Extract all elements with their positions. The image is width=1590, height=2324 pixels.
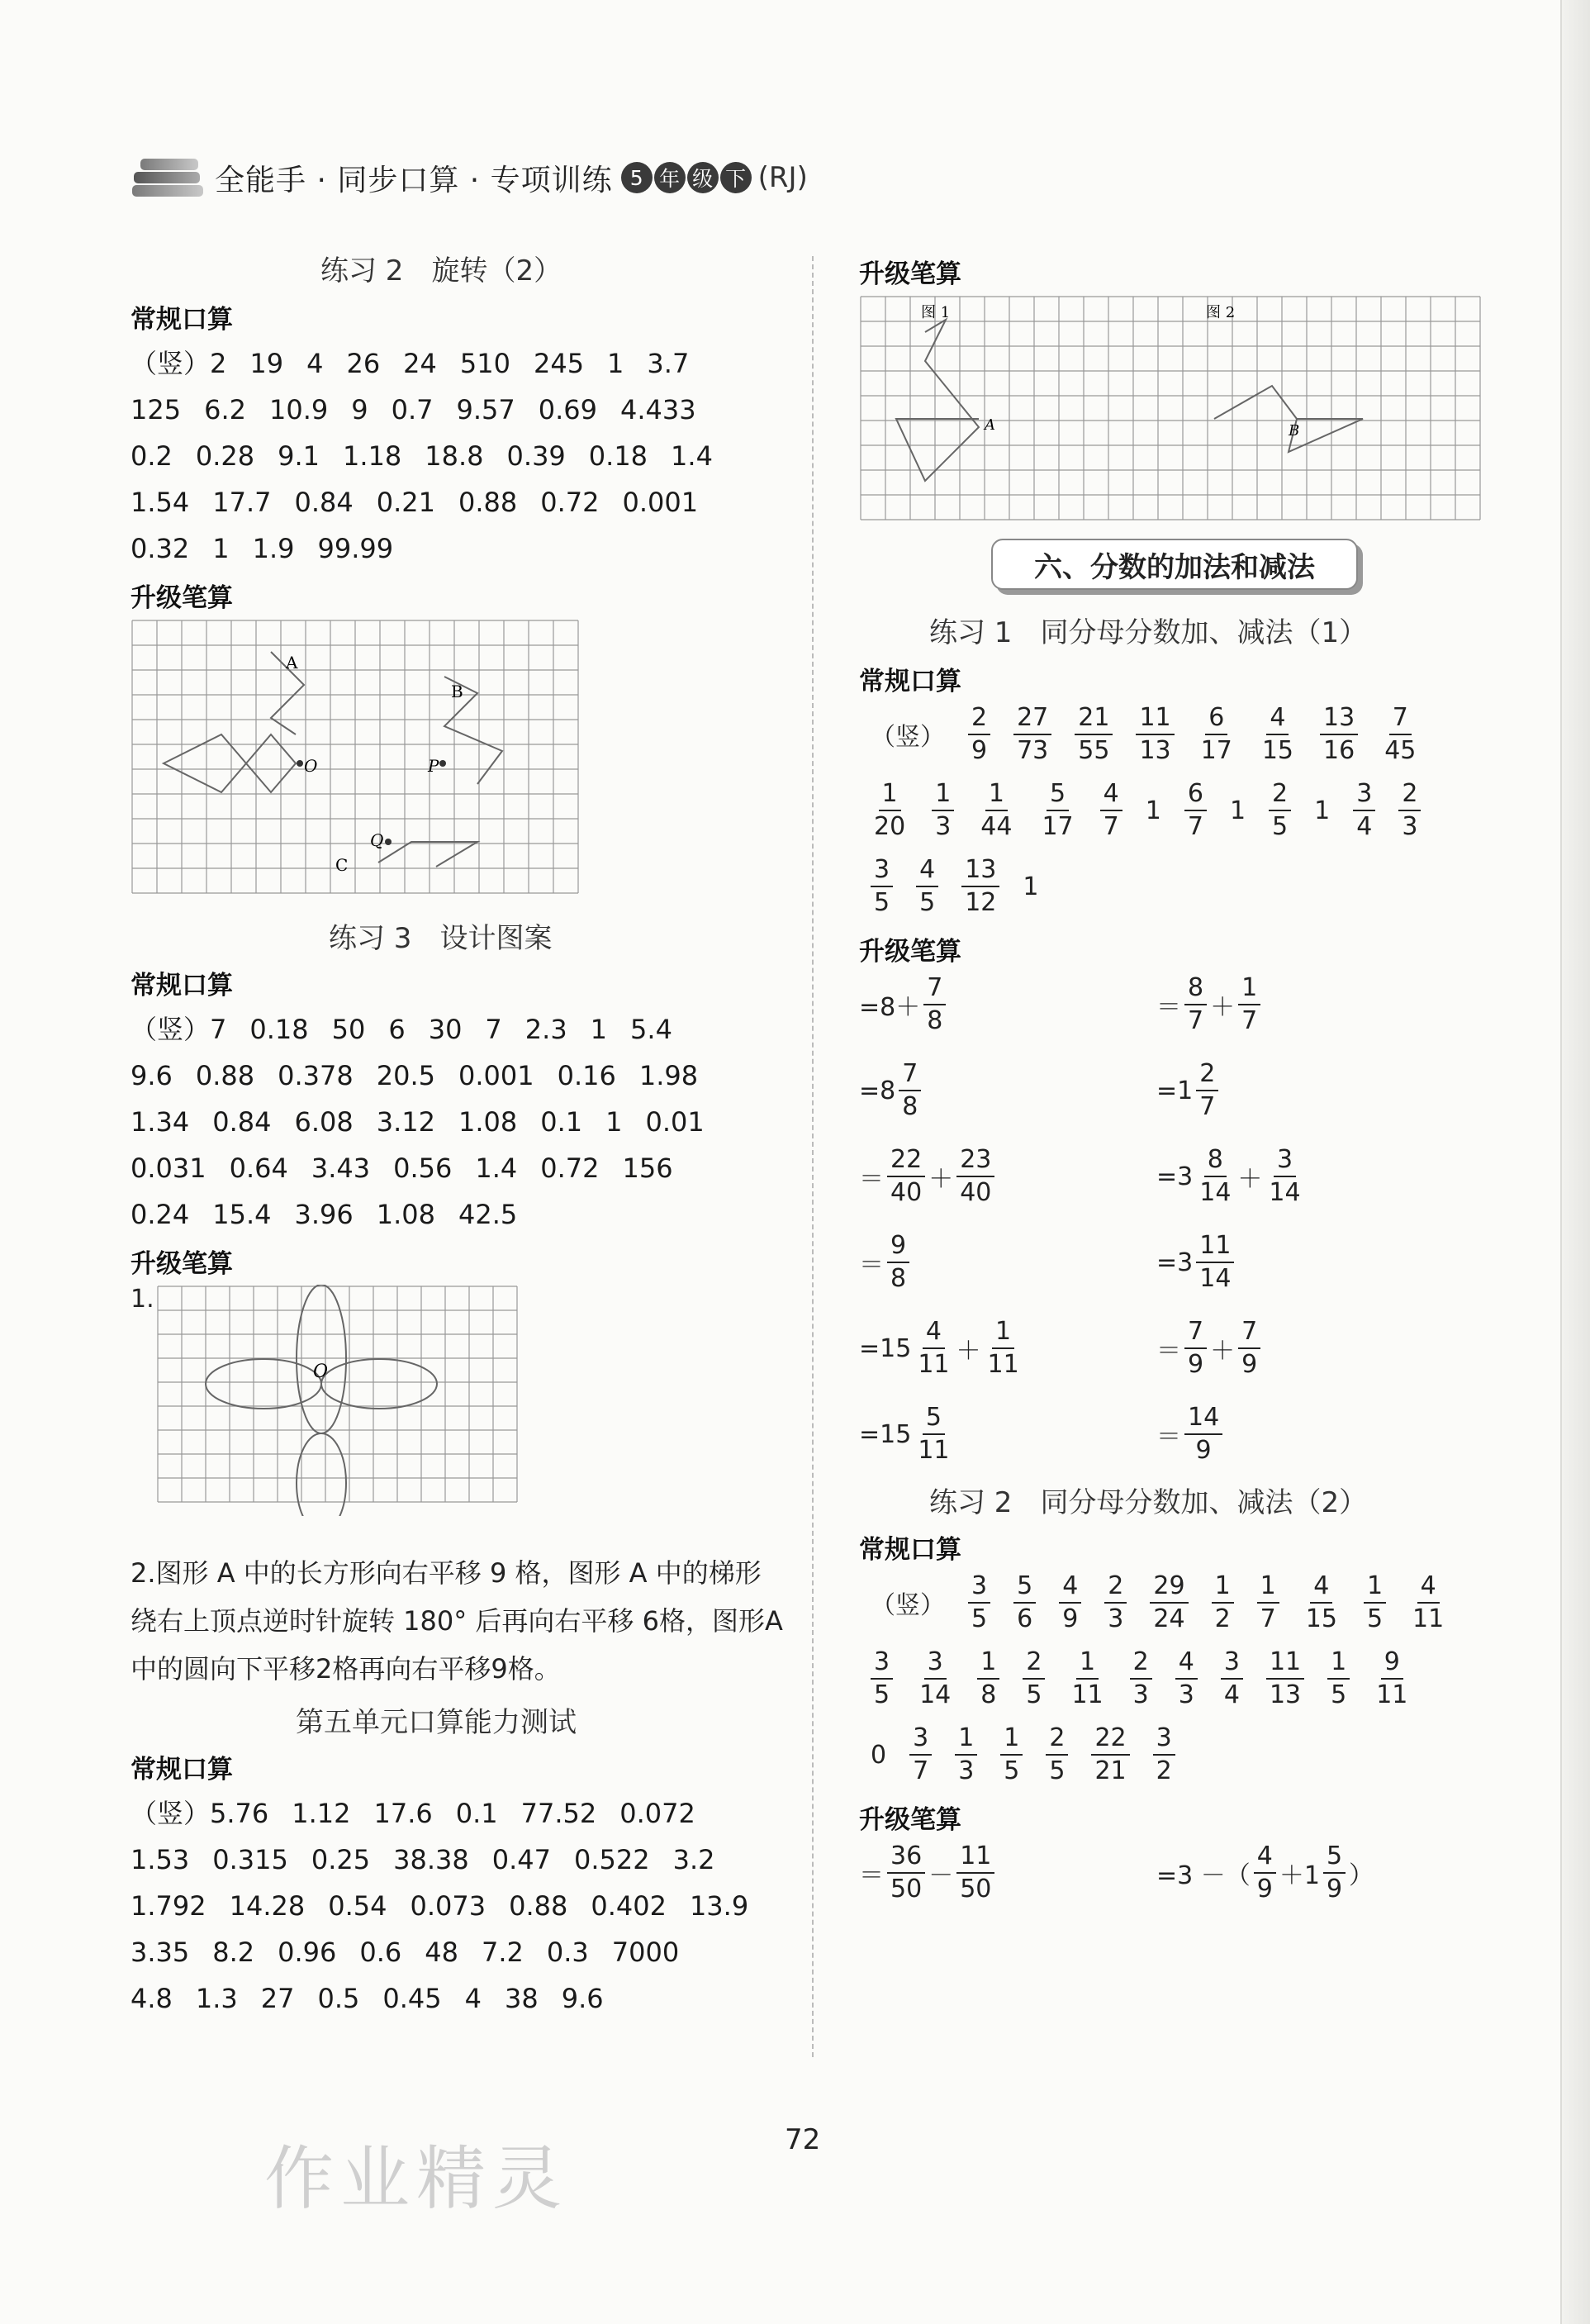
answer-value: 0.88	[509, 1890, 568, 1922]
grade-badge: 5	[621, 162, 653, 193]
fraction: $\frac{4}{11}$	[918, 1317, 950, 1379]
fraction: $\frac{4}{9}$	[1254, 1841, 1276, 1905]
fraction: $\frac{11}{13}$	[1266, 1647, 1304, 1711]
answer-value: 3.2	[672, 1844, 715, 1875]
unit-title: 六、分数的加法和减法	[991, 539, 1358, 590]
answer-value: 0.84	[212, 1106, 272, 1138]
fraction: $\frac{6}{17}$	[1200, 703, 1232, 765]
oral-label: 常规口算	[131, 971, 233, 1000]
page-edge	[1560, 0, 1590, 2324]
answer-value: 17.6	[373, 1798, 433, 1829]
fraction: $\frac{7}{45}$	[1384, 703, 1417, 765]
fraction: $\frac{5}{9}$	[1323, 1841, 1346, 1905]
fraction: $\frac{21}{55}$	[1075, 702, 1113, 767]
answer-value: 0.47	[491, 1844, 551, 1875]
page-header	[132, 153, 808, 202]
fraction: $\frac{7}{8}$	[899, 1058, 921, 1123]
grid-label: A	[286, 653, 298, 672]
answer-value: 125	[131, 394, 182, 425]
answer-value: 0.1	[455, 1798, 498, 1829]
fraction: $\frac{2}{3}$	[1398, 778, 1421, 843]
fraction: $\frac{9}{8}$	[887, 1230, 909, 1295]
oral-label: 常规口算	[859, 1535, 961, 1565]
answer-value: 38.38	[393, 1844, 469, 1875]
fraction: $\frac{3}{7}$	[909, 1723, 932, 1787]
fraction: $\frac{3}{4}$	[1221, 1647, 1243, 1711]
books-icon	[132, 155, 205, 200]
fraction: $\frac{3}{2}$	[1153, 1723, 1175, 1787]
answer-value: 14.28	[229, 1890, 306, 1922]
answer-line	[131, 387, 783, 433]
answer-value: 1.18	[343, 440, 402, 472]
answer-value: 0.25	[311, 1844, 371, 1875]
answer-line	[131, 1099, 783, 1145]
rotation-figures	[859, 295, 1495, 522]
fraction: $\frac{1}{11}$	[1071, 1647, 1104, 1709]
fraction: $\frac{9}{11}$	[1376, 1647, 1408, 1709]
answer-value: 1	[1023, 872, 1039, 901]
answer-value: 42.5	[458, 1199, 518, 1230]
answer-value: （竖）7	[131, 1014, 227, 1045]
oral-label: 常规口算	[131, 1755, 233, 1785]
fraction: $\frac{2}{5}$	[1269, 778, 1291, 843]
answer-line	[131, 1191, 783, 1238]
written-label: 升级笔算	[859, 937, 961, 967]
answer-value: 0.18	[588, 440, 648, 472]
figure-label: 图 1	[921, 304, 951, 321]
fraction: $\frac{4}{9}$	[1059, 1571, 1081, 1635]
answer-value: （竖）	[871, 1591, 945, 1620]
left-column	[131, 248, 783, 2022]
answer-value: 10.9	[268, 394, 329, 425]
answer-value: 0.402	[591, 1890, 667, 1922]
answer-value: 1.08	[458, 1106, 518, 1138]
answer-value: 1	[605, 1106, 623, 1138]
answer-value: 1	[590, 1014, 608, 1045]
answer-value: 4	[306, 348, 324, 379]
equation: =1 $\frac{2}{7}$	[1156, 1058, 1454, 1123]
answer-value: 1.3	[195, 1983, 238, 2014]
answer-value: 24	[403, 348, 437, 379]
grid-label: C	[335, 855, 349, 875]
grade-badge: 年	[654, 162, 686, 193]
answer-value: 0.073	[410, 1890, 486, 1922]
answer-value: 0.7	[391, 394, 434, 425]
equation-grid	[859, 1841, 1536, 1905]
fraction-row	[859, 1647, 1536, 1711]
fraction: $\frac{1}{3}$	[955, 1723, 977, 1787]
answer-value: 1	[1229, 796, 1246, 825]
fraction: $\frac{13}{16}$	[1320, 702, 1358, 767]
answer-value: 1.53	[131, 1844, 190, 1875]
answer-value: 1.08	[376, 1199, 435, 1230]
fraction: $\frac{1}{2}$	[1212, 1571, 1234, 1635]
answer-value: 15.4	[212, 1199, 272, 1230]
answer-value: 0.522	[573, 1844, 650, 1875]
answer-value: （竖）5.76	[131, 1798, 269, 1829]
answer-value: 0.5	[317, 1983, 360, 2014]
answer-value: 27	[260, 1983, 295, 2014]
grade-badges	[621, 162, 753, 193]
shape-kite-left	[164, 734, 246, 792]
answer-value: 0.18	[249, 1014, 309, 1045]
fraction: $\frac{1}{5}$	[1364, 1571, 1386, 1635]
exercise-title: 练习 1 同分母分数加、减法（1）	[929, 616, 1368, 649]
answer-value: 0.72	[540, 487, 600, 518]
answer-line	[131, 479, 783, 525]
fraction-row	[859, 1723, 1536, 1787]
answer-lines	[131, 1006, 783, 1238]
answer-value: 0.39	[506, 440, 566, 472]
answer-value: 5.4	[630, 1014, 672, 1045]
answer-value: 6.08	[294, 1106, 354, 1138]
grid-label: Q	[370, 830, 384, 850]
answer-value: 4.433	[619, 394, 696, 425]
equation: ＝ $\frac{7}{9}$ ＋ $\frac{7}{9}$	[1156, 1316, 1454, 1381]
answer-value: 2.3	[524, 1014, 567, 1045]
answer-value: 0.21	[376, 487, 435, 518]
fraction: $\frac{23}{40}$	[956, 1144, 994, 1209]
fraction: $\frac{29}{24}$	[1150, 1571, 1188, 1635]
equation: =3 $\frac{8}{14}$ ＋ $\frac{3}{14}$	[1156, 1144, 1454, 1209]
equation: =15 $\frac{5}{11}$	[859, 1402, 1156, 1466]
fraction: $\frac{2}{3}$	[1130, 1647, 1152, 1711]
answer-line	[131, 1929, 783, 1975]
grid-label: P	[428, 756, 439, 776]
answer-value: 4.8	[131, 1983, 173, 2014]
answer-value: 9.6	[131, 1060, 173, 1091]
answer-value: 0.88	[458, 487, 518, 518]
answer-value: 0.88	[195, 1060, 255, 1091]
answer-value: 13.9	[689, 1890, 749, 1922]
fraction: $\frac{11}{50}$	[956, 1841, 994, 1905]
fraction: $\frac{7}{8}$	[923, 972, 946, 1037]
answer-value: 3.43	[311, 1152, 371, 1184]
fraction: $\frac{3}{5}$	[871, 1647, 893, 1711]
answer-value: 1	[607, 348, 624, 379]
answer-value: 0.56	[393, 1152, 453, 1184]
exercise-title: 练习 2 同分母分数加、减法（2）	[929, 1486, 1368, 1519]
answer-value: 4	[464, 1983, 482, 2014]
answer-value: 50	[331, 1014, 366, 1045]
answer-value: 0.45	[382, 1983, 442, 2014]
answer-value: 1.4	[671, 440, 713, 472]
oral-label: 常规口算	[859, 667, 961, 696]
answer-value: 9.57	[456, 394, 515, 425]
answer-value: 48	[425, 1937, 458, 1968]
fraction: $\frac{4}{11}$	[1412, 1571, 1445, 1633]
item-number: 1.	[131, 1285, 154, 1314]
answer-value: 0.54	[328, 1890, 387, 1922]
column-divider	[812, 256, 814, 2057]
answer-line	[131, 1145, 783, 1191]
answer-line	[131, 1006, 783, 1053]
item-2-text: 2.图形 A 中的长方形向右平移 9 格，图形 A 中的梯形绕右上顶点逆时针旋转 180° 后再向右平移 6格，图形A中的圆向下平移2格再向右平移9格。	[131, 1557, 783, 1685]
fraction: $\frac{5}{11}$	[918, 1403, 950, 1465]
equation: ＝ $\frac{8}{7}$ ＋ $\frac{1}{7}$	[1156, 972, 1454, 1037]
item-1	[131, 1285, 783, 1516]
shape-q	[378, 842, 477, 867]
fraction-row	[859, 778, 1536, 843]
answer-value: （竖）2	[131, 348, 227, 379]
answer-value: 0.24	[131, 1199, 190, 1230]
fraction: $\frac{2}{5}$	[1023, 1647, 1045, 1711]
answer-value: 38	[505, 1983, 539, 2014]
answer-value: 26	[346, 348, 381, 379]
oral-label: 常规口算	[131, 305, 233, 335]
answer-line	[131, 1790, 783, 1837]
answer-value: （竖）	[871, 723, 945, 752]
fraction-row	[859, 1571, 1536, 1635]
answer-value: 1	[212, 533, 230, 564]
answer-value: 0.378	[278, 1060, 354, 1091]
written-label: 升级笔算	[859, 1805, 961, 1835]
answer-value: 0.69	[538, 394, 597, 425]
fraction: $\frac{36}{50}$	[887, 1841, 925, 1905]
rotation-grid-figure	[131, 619, 593, 904]
answer-value: 0.001	[458, 1060, 534, 1091]
answer-line	[131, 1837, 783, 1883]
fraction: $\frac{27}{73}$	[1013, 702, 1051, 767]
answer-value: 20.5	[376, 1060, 435, 1091]
fraction: $\frac{3}{14}$	[1269, 1145, 1301, 1207]
fraction: $\frac{1}{5}$	[1327, 1647, 1350, 1711]
written-label: 升级笔算	[859, 259, 961, 289]
answer-value: 0.3	[546, 1937, 589, 1968]
answer-value: 0.001	[622, 487, 699, 518]
grid-label: B	[451, 682, 463, 701]
grid-label: O	[304, 756, 318, 776]
fraction: $\frac{4}{15}$	[1305, 1571, 1337, 1633]
fraction: $\frac{14}{9}$	[1184, 1402, 1222, 1466]
answer-value: 0.84	[294, 487, 354, 518]
flower-pattern-figure	[156, 1285, 520, 1516]
answer-value: 0.1	[540, 1106, 583, 1138]
watermark: 作业精灵	[264, 2138, 569, 2219]
fraction: $\frac{1}{20}$	[874, 779, 906, 841]
answer-value: 0.031	[131, 1152, 206, 1184]
point-label: B	[1289, 422, 1300, 440]
answer-value: 19	[249, 348, 284, 379]
equation: =3 －（ $\frac{4}{9}$ ＋1 $\frac{5}{9}$ ）	[1156, 1842, 1374, 1903]
right-column	[859, 248, 1536, 1918]
answer-value: 77.52	[520, 1798, 597, 1829]
point-label: A	[985, 416, 995, 434]
fraction: $\frac{1}{5}$	[1000, 1723, 1023, 1787]
answer-value: 6	[388, 1014, 406, 1045]
answer-value: 7	[485, 1014, 502, 1045]
fraction: $\frac{5}{6}$	[1013, 1571, 1036, 1635]
answer-value: 18.8	[425, 440, 484, 472]
answer-lines	[131, 340, 783, 572]
fraction: $\frac{4}{15}$	[1261, 703, 1294, 765]
equation: =3 $\frac{11}{14}$	[1156, 1230, 1454, 1295]
fraction-row	[859, 854, 1536, 919]
fraction: $\frac{1}{7}$	[1257, 1571, 1279, 1635]
fraction: $\frac{2}{5}$	[1046, 1723, 1068, 1787]
answer-value: 9.6	[561, 1983, 604, 2014]
answer-value: 7.2	[482, 1937, 524, 1968]
fraction: $\frac{11}{13}$	[1136, 702, 1174, 767]
test-title: 第五单元口算能力测试	[296, 1706, 577, 1739]
answer-value: 0.315	[212, 1844, 288, 1875]
answer-value: 6.2	[204, 394, 246, 425]
answer-value: 1.9	[252, 533, 295, 564]
answer-value: 1	[1145, 796, 1161, 825]
answer-value: 0.32	[131, 533, 190, 564]
answer-value: 7000	[611, 1937, 680, 1968]
answer-value: 1.4	[475, 1152, 518, 1184]
answer-value: 1.54	[131, 487, 190, 518]
answer-value: 245	[533, 348, 585, 379]
written-label: 升级笔算	[131, 1249, 233, 1279]
answer-value: 0.96	[278, 1937, 337, 1968]
fraction: $\frac{7}{9}$	[1184, 1316, 1207, 1381]
fraction: $\frac{2}{7}$	[1196, 1058, 1218, 1123]
fraction: $\frac{4}{3}$	[1175, 1647, 1198, 1711]
answer-value: 1.34	[131, 1106, 190, 1138]
answer-value: 0	[871, 1740, 887, 1770]
answer-value: 0.01	[645, 1106, 705, 1138]
equation-grid	[859, 972, 1536, 1466]
fraction: $\frac{11}{14}$	[1196, 1230, 1234, 1295]
answer-value: 0.2	[131, 440, 173, 472]
equation: ＝ $\frac{36}{50}$ － $\frac{11}{50}$	[859, 1841, 1156, 1905]
answer-value: 3.35	[131, 1937, 190, 1968]
answer-value: 0.072	[619, 1798, 695, 1829]
answer-value: 3.7	[647, 348, 690, 379]
answer-value: 17.7	[212, 487, 272, 518]
answer-value: 3.96	[294, 1199, 354, 1230]
fraction: $\frac{7}{9}$	[1238, 1316, 1260, 1381]
answer-value: 510	[459, 348, 510, 379]
answer-value: 1.12	[292, 1798, 351, 1829]
fraction: $\frac{3}{14}$	[919, 1647, 952, 1709]
exercise-title: 练习 2 旋转（2）	[320, 254, 562, 288]
fraction: $\frac{1}{7}$	[1238, 972, 1260, 1037]
equation: =15 $\frac{4}{11}$ ＋ $\frac{1}{11}$	[859, 1316, 1156, 1381]
answer-lines	[131, 1790, 783, 2022]
fraction: $\frac{1}{3}$	[932, 778, 954, 843]
equation: ＝ $\frac{14}{9}$	[1156, 1402, 1454, 1466]
equation: =8＋ $\frac{7}{8}$	[859, 972, 1156, 1037]
fraction: $\frac{2}{9}$	[968, 702, 990, 767]
figure-label: 图 2	[1206, 304, 1236, 321]
fraction: $\frac{22}{21}$	[1091, 1723, 1129, 1787]
grid-label: O	[312, 1362, 328, 1382]
fraction: $\frac{4}{5}$	[916, 854, 938, 919]
grade-badge: 下	[720, 162, 752, 193]
fraction: $\frac{5}{17}$	[1042, 779, 1074, 841]
answer-value: 1.792	[131, 1890, 206, 1922]
answer-value: 1.98	[638, 1060, 699, 1091]
fraction: $\frac{1}{11}$	[987, 1317, 1019, 1379]
fraction: $\frac{22}{40}$	[887, 1144, 925, 1209]
answer-value: 1	[1314, 796, 1331, 825]
page-number: 72	[785, 2123, 821, 2156]
fraction: $\frac{3}{5}$	[871, 854, 893, 919]
equation: ＝ $\frac{9}{8}$	[859, 1230, 1156, 1295]
answer-value: 0.72	[540, 1152, 600, 1184]
answer-value: 0.64	[229, 1152, 288, 1184]
fraction: $\frac{1}{8}$	[977, 1647, 999, 1711]
answer-value: 3.12	[376, 1106, 435, 1138]
answer-value: 0.16	[557, 1060, 616, 1091]
answer-value: 99.99	[317, 533, 394, 564]
shape-kite-right	[246, 734, 296, 792]
written-label: 升级笔算	[131, 583, 233, 613]
fraction: $\frac{2}{3}$	[1104, 1571, 1127, 1635]
fraction: $\frac{8}{14}$	[1199, 1145, 1232, 1207]
fraction: $\frac{4}{7}$	[1100, 778, 1122, 843]
answer-line	[131, 340, 783, 387]
equation: ＝ $\frac{22}{40}$ ＋ $\frac{23}{40}$	[859, 1144, 1156, 1209]
answer-value: 8.2	[212, 1937, 255, 1968]
fraction: $\frac{1}{44}$	[980, 779, 1013, 841]
fraction: $\frac{3}{4}$	[1353, 778, 1375, 843]
fraction-row	[859, 702, 1536, 767]
edition-label: (RJ)	[757, 161, 808, 194]
answer-value: 9	[351, 394, 368, 425]
equation: =8 $\frac{7}{8}$	[859, 1058, 1156, 1123]
fraction: $\frac{13}{12}$	[961, 854, 999, 919]
answer-line	[131, 1883, 783, 1929]
answer-value: 30	[428, 1014, 463, 1045]
answer-line	[131, 1053, 783, 1099]
answer-value: 9.1	[278, 440, 320, 472]
fraction: $\frac{6}{7}$	[1184, 778, 1207, 843]
fraction: $\frac{3}{5}$	[968, 1571, 990, 1635]
header-title: 全能手 · 同步口算 · 专项训练	[215, 163, 613, 197]
answer-line	[131, 433, 783, 479]
answer-line	[131, 1975, 783, 2022]
fraction: $\frac{8}{7}$	[1184, 972, 1207, 1037]
answer-value: 0.6	[359, 1937, 402, 1968]
answer-value: 0.28	[195, 440, 255, 472]
exercise-title: 练习 3 设计图案	[329, 922, 553, 955]
answer-line	[131, 525, 783, 572]
answer-value: 156	[622, 1152, 673, 1184]
grade-badge: 级	[687, 162, 719, 193]
